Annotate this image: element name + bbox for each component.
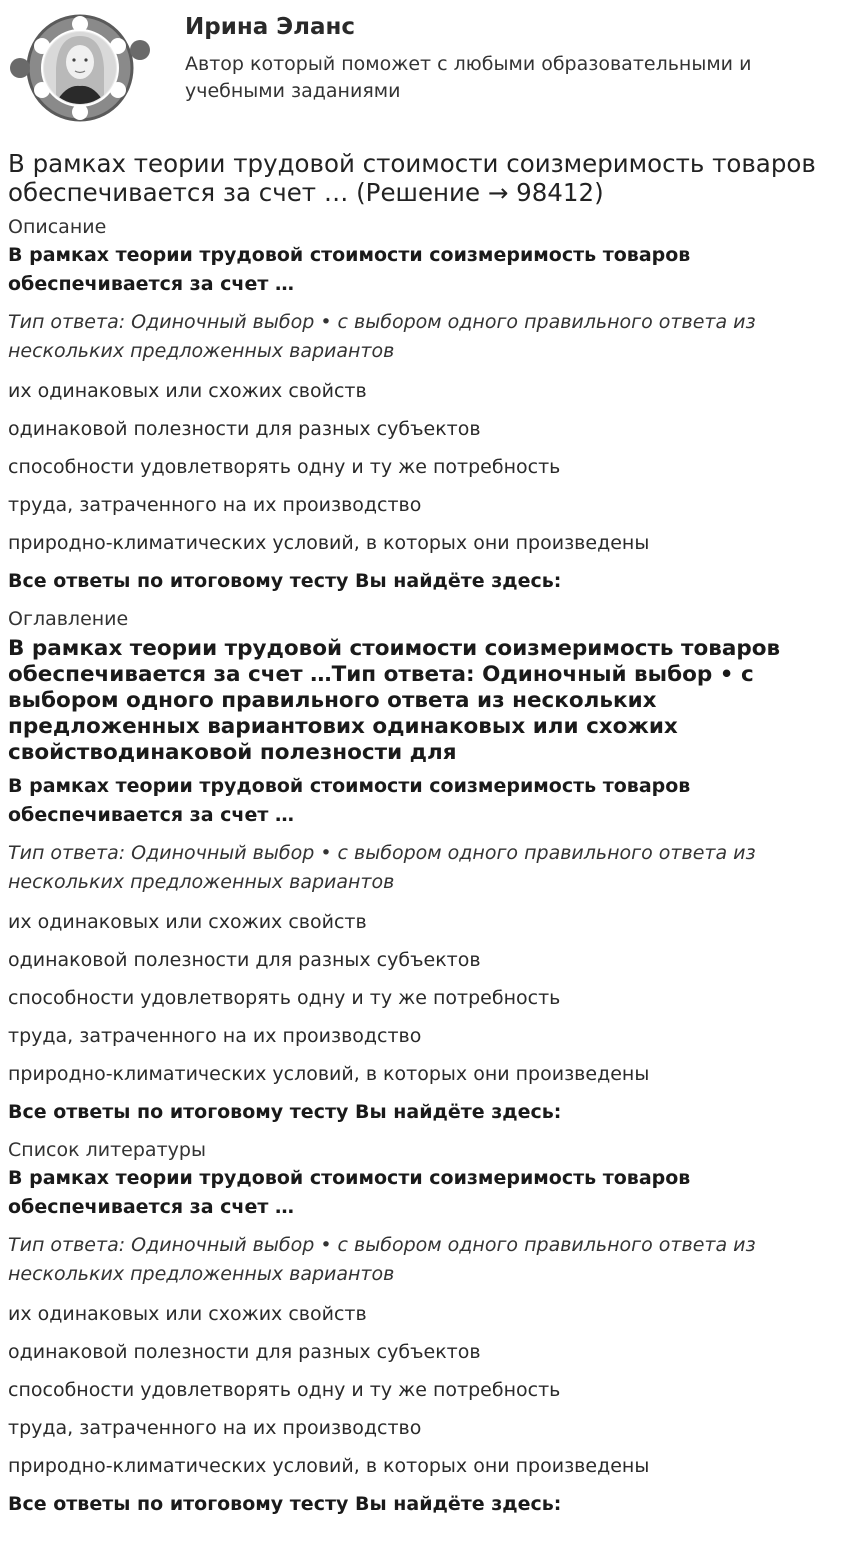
question-text: В рамках теории трудовой стоимости соизмеримость товаров обеспечивается за счет …	[8, 244, 691, 295]
author-avatar[interactable]	[6, 6, 152, 126]
main-content	[8, 149, 838, 1516]
answer-option: их одинаковых или схожих свойств	[8, 1303, 367, 1325]
all-answers-note: Все ответы по итоговому тесту Вы найдёте здесь:	[8, 1493, 562, 1515]
page-title: В рамках теории трудовой стоимости соизмеримость товаров обеспечивается за счет … (Решение → 98412)	[8, 149, 816, 207]
section-label-bibliography: Список литературы	[8, 1139, 206, 1161]
answer-option: способности удовлетворять одну и ту же потребность	[8, 987, 561, 1009]
answer-option: природно-климатических условий, в которых они произведены	[8, 1455, 650, 1477]
bibliography-section	[8, 1138, 838, 1516]
answer-option: природно-климатических условий, в которых они произведены	[8, 532, 650, 554]
toc-section	[8, 607, 838, 1124]
answer-option: одинаковой полезности для разных субъектов	[8, 1341, 481, 1363]
question-text: В рамках теории трудовой стоимости соизмеримость товаров обеспечивается за счет …	[8, 775, 691, 826]
answer-option: труда, затраченного на их производство	[8, 1417, 422, 1439]
all-answers-note: Все ответы по итоговому тесту Вы найдёте здесь:	[8, 570, 562, 592]
author-tagline: Автор который поможет с любыми образовательными и учебными заданиями	[185, 53, 752, 102]
question-text: В рамках теории трудовой стоимости соизмеримость товаров обеспечивается за счет …	[8, 1167, 691, 1218]
answer-option: способности удовлетворять одну и ту же потребность	[8, 456, 561, 478]
answer-option: труда, затраченного на их производство	[8, 494, 422, 516]
answer-option: одинаковой полезности для разных субъектов	[8, 418, 481, 440]
answer-type: Тип ответа: Одиночный выбор • с выбором одного правильного ответа из нескольких предложенных вариантов	[8, 311, 756, 362]
answer-type: Тип ответа: Одиночный выбор • с выбором одного правильного ответа из нескольких предложенных вариантов	[8, 1234, 756, 1285]
toc-heading: В рамках теории трудовой стоимости соизмеримость товаров обеспечивается за счет …Тип ответа: Одиночный выбор • с выбором одного правильного ответа из нескольких предложенных вариантових одинаковых или схожих свойстводинаковой полезности для	[8, 636, 781, 765]
description-section	[8, 215, 838, 593]
answer-option: одинаковой полезности для разных субъектов	[8, 949, 481, 971]
answer-option: их одинаковых или схожих свойств	[8, 380, 367, 402]
author-name[interactable]: Ирина Эланс	[185, 14, 356, 40]
answer-option: труда, затраченного на их производство	[8, 1025, 422, 1047]
section-label-toc: Оглавление	[8, 608, 129, 630]
all-answers-note: Все ответы по итоговому тесту Вы найдёте здесь:	[8, 1101, 562, 1123]
answer-option: их одинаковых или схожих свойств	[8, 911, 367, 933]
answer-type: Тип ответа: Одиночный выбор • с выбором одного правильного ответа из нескольких предложенных вариантов	[8, 842, 756, 893]
avatar-film-frame-icon	[6, 6, 152, 126]
answer-option: способности удовлетворять одну и ту же потребность	[8, 1379, 561, 1401]
section-label-description: Описание	[8, 216, 107, 238]
answer-option: природно-климатических условий, в которых они произведены	[8, 1063, 650, 1085]
